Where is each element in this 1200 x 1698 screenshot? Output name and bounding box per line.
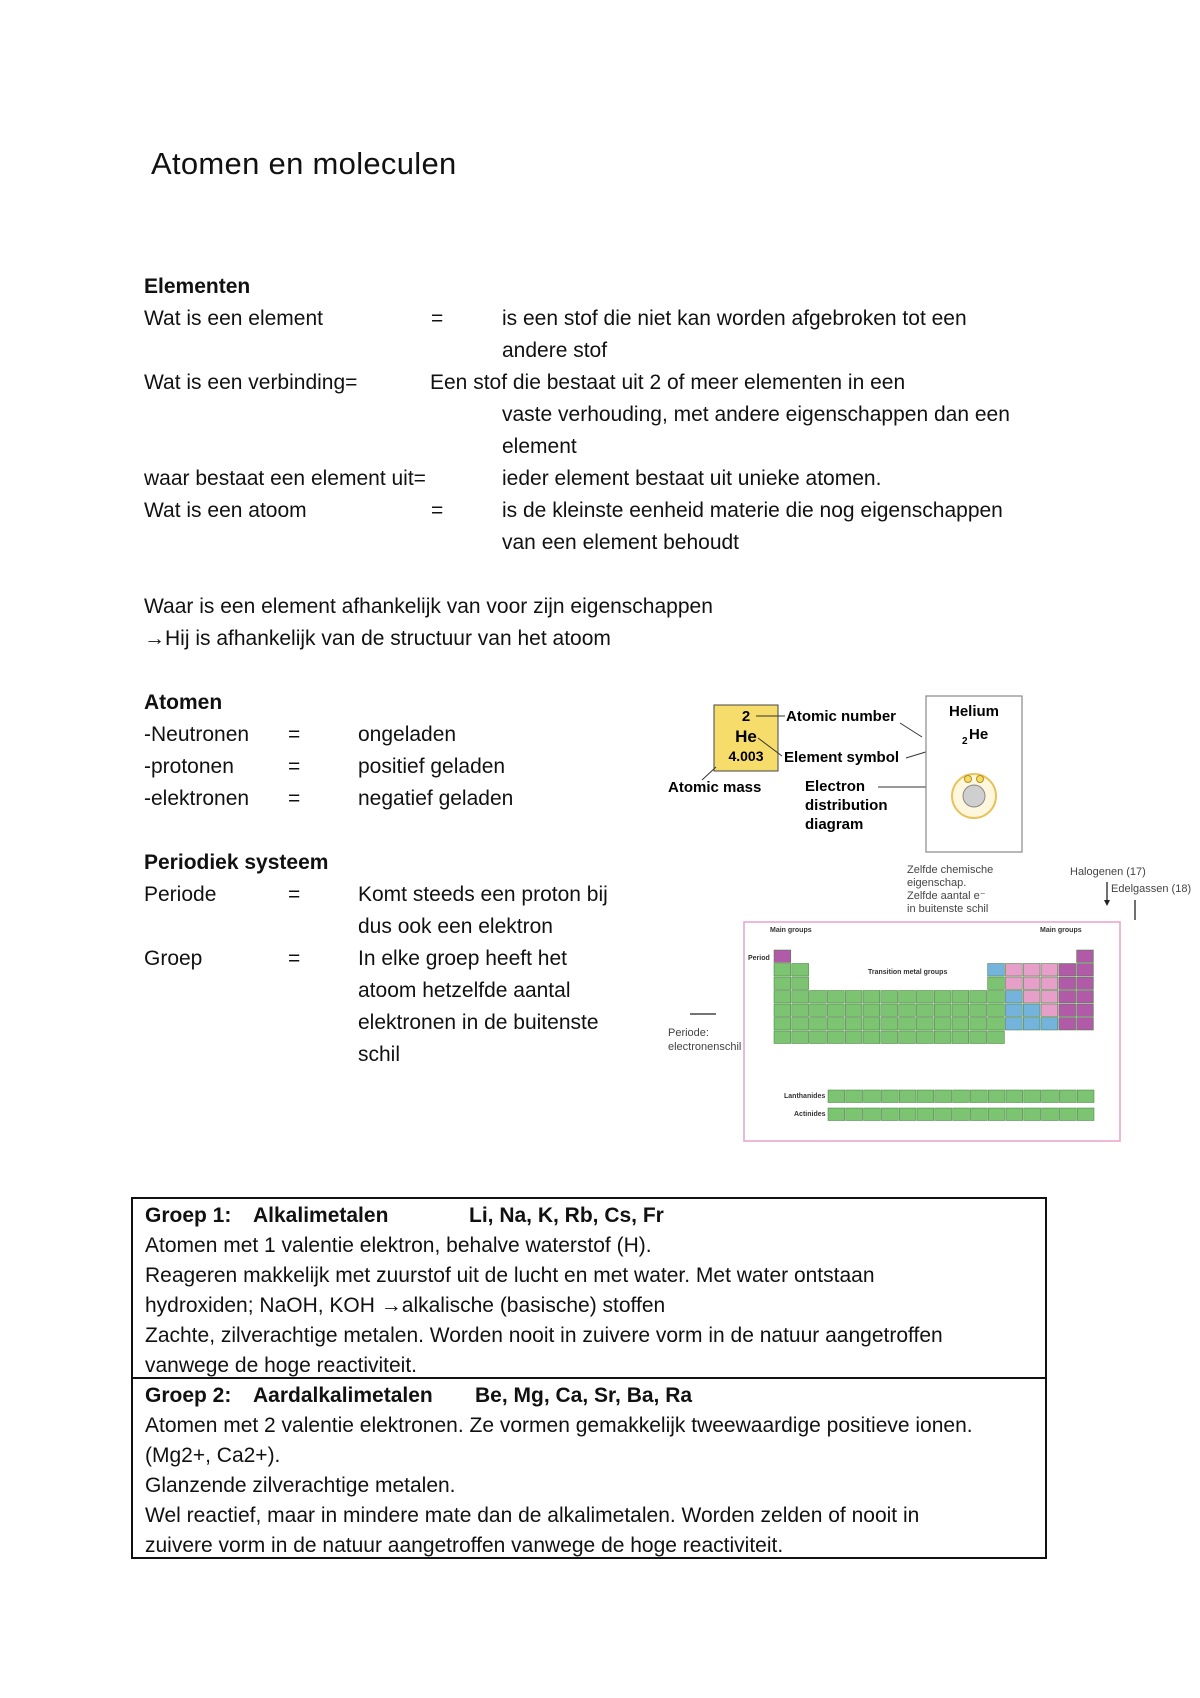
element-cell bbox=[827, 991, 844, 1004]
element-cell bbox=[845, 1004, 862, 1017]
groep2-name: Aardalkalimetalen bbox=[253, 1384, 433, 1407]
element-cell bbox=[916, 1004, 933, 1017]
question-text: Waar is een element afhankelijk van voor zijn eigenschappen bbox=[144, 595, 713, 618]
element-cell bbox=[774, 1018, 791, 1031]
element-cell bbox=[774, 1031, 791, 1044]
element-cell bbox=[1023, 1018, 1040, 1031]
atomen-sep: = bbox=[288, 755, 301, 778]
groep2-line: Atomen met 2 valentie elektronen. Ze vormen gemakkelijk tweewaardige positieve ionen. bbox=[145, 1414, 973, 1437]
element-cell bbox=[792, 1004, 809, 1017]
periodiek-term: Periode bbox=[144, 883, 217, 906]
periodiek-line: schil bbox=[358, 1043, 401, 1066]
actinide-cell bbox=[899, 1108, 916, 1121]
actinide-cell bbox=[881, 1108, 898, 1121]
lanthanide-cell bbox=[1024, 1090, 1041, 1103]
element-cell bbox=[1005, 1018, 1022, 1031]
actinide-cell bbox=[935, 1108, 952, 1121]
element-cell bbox=[810, 1018, 827, 1031]
atomen-term: -protonen bbox=[144, 755, 234, 778]
periodiek-line: In elke groep heeft het bbox=[358, 947, 567, 970]
element-cell bbox=[1041, 1004, 1058, 1017]
helium-symbol: He bbox=[969, 726, 989, 743]
element-cell bbox=[899, 1018, 916, 1031]
periodiek-term: Groep bbox=[144, 947, 203, 970]
element-cell bbox=[916, 991, 933, 1004]
element-cell bbox=[881, 1031, 898, 1044]
groep2-elements: Be, Mg, Ca, Sr, Ba, Ra bbox=[475, 1384, 693, 1407]
periode-label: Periode: bbox=[668, 1027, 709, 1039]
label-atomic-mass: Atomic mass bbox=[668, 779, 762, 796]
main-groups-label: Main groups bbox=[1040, 927, 1082, 934]
lanthanide-cell bbox=[917, 1090, 934, 1103]
element-cell bbox=[774, 950, 791, 963]
element-cell bbox=[970, 991, 987, 1004]
element-cell bbox=[774, 991, 791, 1004]
groep1-line: Reageren makkelijk met zuurstof uit de lucht en met water. Met water ontstaan bbox=[145, 1264, 875, 1287]
element-cell bbox=[881, 1004, 898, 1017]
element-cell bbox=[952, 1004, 969, 1017]
element-cell bbox=[970, 1031, 987, 1044]
actinide-cell bbox=[1024, 1108, 1041, 1121]
element-cell bbox=[774, 977, 791, 990]
def-term: Wat is een element bbox=[144, 307, 323, 330]
element-cell bbox=[916, 1018, 933, 1031]
lanthanide-cell bbox=[828, 1090, 845, 1103]
element-cell bbox=[845, 1031, 862, 1044]
groep1-name: Alkalimetalen bbox=[253, 1204, 389, 1227]
element-cell bbox=[827, 1031, 844, 1044]
actinide-cell bbox=[988, 1108, 1005, 1121]
periodiek-heading: Periodiek systeem bbox=[144, 851, 329, 874]
element-cell bbox=[934, 991, 951, 1004]
atomen-desc: negatief geladen bbox=[358, 787, 514, 810]
def-term: waar bestaat een element uit= bbox=[144, 467, 426, 490]
actinide-cell bbox=[864, 1108, 881, 1121]
element-cell bbox=[952, 1018, 969, 1031]
actinides-label: Actinides bbox=[794, 1111, 826, 1118]
element-cell bbox=[899, 991, 916, 1004]
element-cell bbox=[792, 964, 809, 977]
lanthanide-cell bbox=[935, 1090, 952, 1103]
atomen-term: -elektronen bbox=[144, 787, 250, 810]
atomen-desc: positief geladen bbox=[358, 755, 506, 778]
element-cell bbox=[881, 991, 898, 1004]
atomen-term: -Neutronen bbox=[144, 723, 250, 746]
element-cell bbox=[1059, 991, 1076, 1004]
element-cell bbox=[1077, 1004, 1094, 1017]
label-distribution: distribution bbox=[805, 797, 888, 814]
note-line: in buitenste schil bbox=[907, 903, 989, 915]
lanthanides-label: Lanthanides bbox=[784, 1093, 826, 1100]
electron-dot bbox=[965, 776, 972, 783]
element-cell bbox=[934, 1031, 951, 1044]
element-cell bbox=[792, 991, 809, 1004]
arrow-head bbox=[1104, 900, 1110, 906]
lanthanide-cell bbox=[953, 1090, 970, 1103]
element-cell bbox=[827, 1004, 844, 1017]
def-line: andere stof bbox=[502, 339, 608, 362]
actinide-cell bbox=[1006, 1108, 1023, 1121]
label-atomic-number: Atomic number bbox=[786, 708, 897, 725]
actinide-cell bbox=[970, 1108, 987, 1121]
note-line: Zelfde aantal e⁻ bbox=[907, 890, 986, 902]
def-line: is de kleinste eenheid materie die nog eigenschappen bbox=[502, 499, 1003, 522]
lanthanide-cell bbox=[1006, 1090, 1023, 1103]
periodiek-line: atoom hetzelfde aantal bbox=[358, 979, 571, 1002]
element-cell bbox=[1059, 964, 1076, 977]
label-electron: Electron bbox=[805, 778, 866, 795]
periode-label: electronenschil bbox=[668, 1041, 742, 1053]
element-cell bbox=[1005, 1004, 1022, 1017]
helium-figure bbox=[660, 695, 1040, 860]
element-cell bbox=[988, 1031, 1005, 1044]
lanthanide-cell bbox=[864, 1090, 881, 1103]
element-cell bbox=[1077, 977, 1094, 990]
element-cell bbox=[810, 1004, 827, 1017]
element-cell bbox=[810, 1031, 827, 1044]
actinide-cell bbox=[1077, 1108, 1094, 1121]
def-line: element bbox=[502, 435, 577, 458]
lanthanide-cell bbox=[970, 1090, 987, 1103]
arrow-right-icon: → bbox=[380, 1294, 402, 1317]
element-cell bbox=[827, 1018, 844, 1031]
def-term: Wat is een atoom bbox=[144, 499, 307, 522]
groep1-header bbox=[145, 1201, 1035, 1231]
element-cell bbox=[1077, 1018, 1094, 1031]
lanthanide-cell bbox=[1059, 1090, 1076, 1103]
element-cell bbox=[792, 977, 809, 990]
element-cell bbox=[863, 1004, 880, 1017]
actinide-cell bbox=[1042, 1108, 1059, 1121]
elementen-heading: Elementen bbox=[144, 275, 251, 298]
def-line: van een element behoudt bbox=[502, 531, 740, 554]
groep1-line: vanwege de hoge reactiviteit. bbox=[145, 1354, 418, 1377]
atomen-desc: ongeladen bbox=[358, 723, 457, 746]
element-cell bbox=[1059, 1018, 1076, 1031]
element-cell bbox=[1041, 977, 1058, 990]
def-sep: = bbox=[431, 499, 444, 522]
period-label: Period bbox=[748, 955, 770, 962]
main-groups-label: Main groups bbox=[770, 927, 812, 934]
groep1-box bbox=[131, 1197, 1047, 1379]
element-cell bbox=[988, 1018, 1005, 1031]
periodiek-sep: = bbox=[288, 883, 301, 906]
element-cell bbox=[1005, 991, 1022, 1004]
transition-label: Transition metal groups bbox=[868, 969, 948, 976]
leader-line bbox=[900, 723, 922, 737]
note-line: eigenschap. bbox=[907, 877, 967, 889]
helium-sub: 2 bbox=[962, 736, 968, 747]
helium-name: Helium bbox=[948, 703, 1000, 720]
atomen-heading: Atomen bbox=[144, 691, 223, 714]
halogenen-label: Halogenen (17) bbox=[1070, 866, 1146, 878]
label-diagram: diagram bbox=[805, 816, 864, 833]
element-cell bbox=[899, 1031, 916, 1044]
groep2-header bbox=[145, 1381, 1035, 1411]
element-cell bbox=[1041, 991, 1058, 1004]
element-cell bbox=[863, 991, 880, 1004]
element-cell bbox=[792, 1018, 809, 1031]
element-cell bbox=[1059, 977, 1076, 990]
element-cell bbox=[1077, 991, 1094, 1004]
lanthanide-cell bbox=[899, 1090, 916, 1103]
actinide-cell bbox=[846, 1108, 863, 1121]
element-cell bbox=[845, 991, 862, 1004]
element-cell bbox=[970, 1004, 987, 1017]
element-cell bbox=[988, 964, 1005, 977]
page-title: Atomen en moleculen bbox=[151, 146, 457, 181]
element-cell bbox=[934, 1004, 951, 1017]
element-cell bbox=[881, 1018, 898, 1031]
lanthanide-cell bbox=[846, 1090, 863, 1103]
tile-symbol: He bbox=[735, 727, 757, 746]
element-cell bbox=[845, 1018, 862, 1031]
element-cell bbox=[863, 1018, 880, 1031]
groep1-line: Zachte, zilverachtige metalen. Worden nooit in zuivere vorm in de natuur aangetroffen bbox=[145, 1324, 943, 1347]
atomen-sep: = bbox=[288, 723, 301, 746]
element-cell bbox=[952, 991, 969, 1004]
lanthanide-cell bbox=[1042, 1090, 1059, 1103]
def-line: Een stof die bestaat uit 2 of meer elementen in een bbox=[430, 371, 906, 394]
element-cell bbox=[792, 1031, 809, 1044]
element-cell bbox=[899, 1004, 916, 1017]
groep2-line: Glanzende zilverachtige metalen. bbox=[145, 1474, 456, 1497]
def-line: is een stof die niet kan worden afgebroken tot een bbox=[502, 307, 967, 330]
def-sep: = bbox=[431, 307, 444, 330]
element-cell bbox=[934, 1018, 951, 1031]
element-cell bbox=[1005, 977, 1022, 990]
def-line: ieder element bestaat uit unieke atomen. bbox=[502, 467, 882, 490]
actinide-cell bbox=[917, 1108, 934, 1121]
electron-dot bbox=[977, 776, 984, 783]
lanthanide-cell bbox=[988, 1090, 1005, 1103]
actinide-cell bbox=[1059, 1108, 1076, 1121]
groep2-label: Groep 2: bbox=[145, 1384, 232, 1407]
groep1-line: Atomen met 1 valentie elektron, behalve waterstof (H). bbox=[145, 1234, 652, 1257]
periodiek-line: dus ook een elektron bbox=[358, 915, 553, 938]
lanthanide-cell bbox=[881, 1090, 898, 1103]
groep2-line: zuivere vorm in de natuur aangetroffen vanwege de hoge reactiviteit. bbox=[145, 1534, 784, 1557]
tile-mass: 4.003 bbox=[728, 748, 764, 764]
periodic-table-figure bbox=[660, 862, 1192, 1142]
element-cell bbox=[810, 991, 827, 1004]
arrow-right-icon: → bbox=[144, 627, 165, 650]
nucleus bbox=[963, 785, 985, 807]
element-cell bbox=[774, 1004, 791, 1017]
element-cell bbox=[970, 1018, 987, 1031]
element-cell bbox=[916, 1031, 933, 1044]
tile-number: 2 bbox=[741, 708, 751, 725]
element-cell bbox=[1041, 964, 1058, 977]
element-cell bbox=[1023, 977, 1040, 990]
element-cell bbox=[952, 1031, 969, 1044]
lanthanide-cell bbox=[1077, 1090, 1094, 1103]
element-cell bbox=[988, 991, 1005, 1004]
element-cell bbox=[1023, 1004, 1040, 1017]
periodiek-line: Komt steeds een proton bij bbox=[358, 883, 608, 906]
element-cell bbox=[988, 1004, 1005, 1017]
element-cell bbox=[1077, 964, 1094, 977]
groep1-elements: Li, Na, K, Rb, Cs, Fr bbox=[469, 1204, 664, 1227]
periodiek-line: elektronen in de buitenste bbox=[358, 1011, 599, 1034]
groep1-line: hydroxiden; NaOH, KOH →alkalische (basische) stoffen bbox=[145, 1294, 666, 1317]
element-cell bbox=[1041, 1018, 1058, 1031]
element-cell bbox=[988, 977, 1005, 990]
groep2-line: (Mg2+, Ca2+). bbox=[145, 1444, 281, 1467]
element-cell bbox=[1023, 964, 1040, 977]
answer-text: →Hij is afhankelijk van de structuur van het atoom bbox=[144, 627, 611, 650]
label-element-symbol: Element symbol bbox=[784, 749, 900, 766]
element-cell bbox=[1059, 1004, 1076, 1017]
element-cell bbox=[774, 964, 791, 977]
element-cell bbox=[1077, 950, 1094, 963]
element-cell bbox=[1005, 964, 1022, 977]
element-cell bbox=[863, 1031, 880, 1044]
actinide-cell bbox=[953, 1108, 970, 1121]
element-cell bbox=[1023, 991, 1040, 1004]
actinide-cell bbox=[828, 1108, 845, 1121]
def-term: Wat is een verbinding= bbox=[144, 371, 358, 394]
note-line: Zelfde chemische bbox=[907, 864, 994, 876]
groep2-box bbox=[131, 1377, 1047, 1559]
periodiek-sep: = bbox=[288, 947, 301, 970]
def-line: vaste verhouding, met andere eigenschappen dan een bbox=[502, 403, 1010, 426]
groep1-label: Groep 1: bbox=[145, 1204, 232, 1227]
groep2-line: Wel reactief, maar in mindere mate dan de alkalimetalen. Worden zelden of nooit in bbox=[145, 1504, 920, 1527]
atomen-sep: = bbox=[288, 787, 301, 810]
edelgassen-label: Edelgassen (18) bbox=[1111, 883, 1192, 895]
